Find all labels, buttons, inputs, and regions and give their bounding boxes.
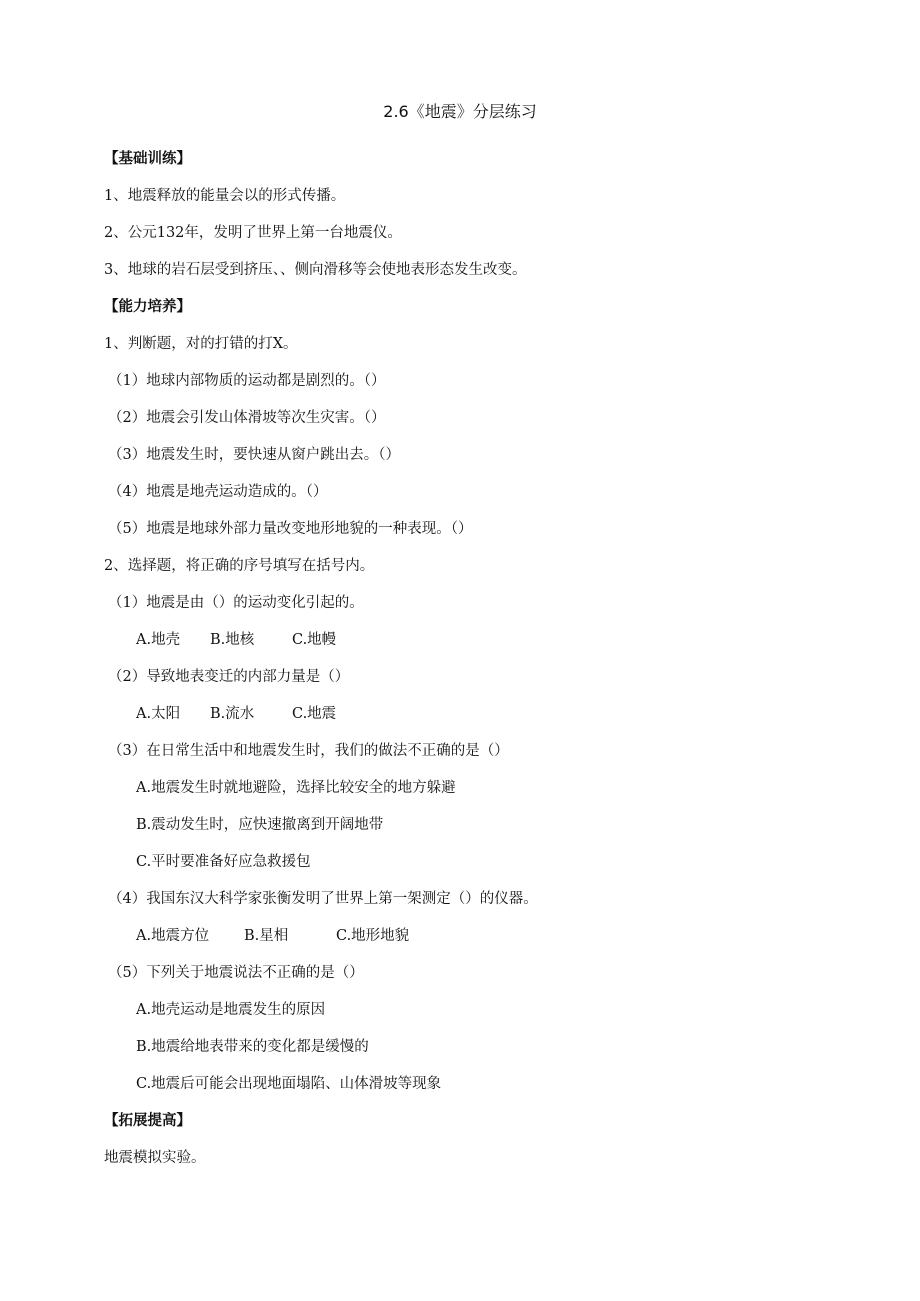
extension-text: 地震模拟实验。 <box>104 1150 206 1166</box>
judge-prompt: 1、判断题，对的打错的打X。 <box>104 336 298 352</box>
choice-q2-options <box>104 696 824 733</box>
page-title: 2.6《地震》分层练习 <box>383 102 537 121</box>
option-a: A.地壳 <box>136 632 181 648</box>
judge-item-2: （2）地震会引发山体滑坡等次生灾害。（） <box>108 410 386 426</box>
option-c: C.地幔 <box>292 632 337 648</box>
option-b: B.星相 <box>244 928 289 944</box>
basic-item-2: 2、公元132年，发明了世界上第一台地震仪。 <box>104 225 402 241</box>
choice-q3-option-c: C.平时要准备好应急救援包 <box>136 854 311 870</box>
section-heading-extension: 【拓展提高】 <box>104 1113 191 1129</box>
choice-q1: （1）地震是由（）的运动变化引起的。 <box>108 595 364 611</box>
choice-q4: （4）我国东汉大科学家张衡发明了世界上第一架测定（）的仪器。 <box>108 891 538 907</box>
judge-item-1: （1）地球内部物质的运动都是剧烈的。（） <box>108 373 386 389</box>
option-b: B.流水 <box>210 706 255 722</box>
choice-q1-options <box>104 622 824 659</box>
basic-item-1: 1、地震释放的能量会以的形式传播。 <box>104 188 346 204</box>
choice-prompt: 2、选择题，将正确的序号填写在括号内。 <box>104 558 375 574</box>
judge-item-4: （4）地震是地壳运动造成的。（） <box>108 484 328 500</box>
option-c: C.地震 <box>292 706 337 722</box>
document-body <box>104 141 824 1177</box>
choice-q5-option-b: B.地震给地表带来的变化都是缓慢的 <box>136 1039 369 1055</box>
choice-q5: （5）下列关于地震说法不正确的是（） <box>108 965 364 981</box>
option-c: C.地形地貌 <box>336 928 410 944</box>
option-b: B.地核 <box>210 632 255 648</box>
judge-item-3: （3）地震发生时，要快速从窗户跳出去。（） <box>108 447 400 463</box>
judge-item-5: （5）地震是地球外部力量改变地形地貌的一种表现。（） <box>108 521 473 537</box>
choice-q5-option-c: C.地震后可能会出现地面塌陷、山体滑坡等现象 <box>136 1076 442 1092</box>
choice-q3-option-a: A.地震发生时就地避险，选择比较安全的地方躲避 <box>136 780 456 796</box>
option-a: A.地震方位 <box>136 928 210 944</box>
basic-item-3: 3、地球的岩石层受到挤压、、侧向滑移等会使地表形态发生改变。 <box>104 262 527 278</box>
section-heading-basic: 【基础训练】 <box>104 151 191 167</box>
choice-q5-option-a: A.地壳运动是地震发生的原因 <box>136 1002 326 1018</box>
choice-q4-options <box>104 918 824 955</box>
section-heading-ability: 【能力培养】 <box>104 299 191 315</box>
choice-q3-option-b: B.震动发生时，应快速撤离到开阔地带 <box>136 817 384 833</box>
choice-q3: （3）在日常生活中和地震发生时，我们的做法不正确的是（） <box>108 743 509 759</box>
option-a: A.太阳 <box>136 706 181 722</box>
choice-q2: （2）导致地表变迁的内部力量是（） <box>108 669 350 685</box>
